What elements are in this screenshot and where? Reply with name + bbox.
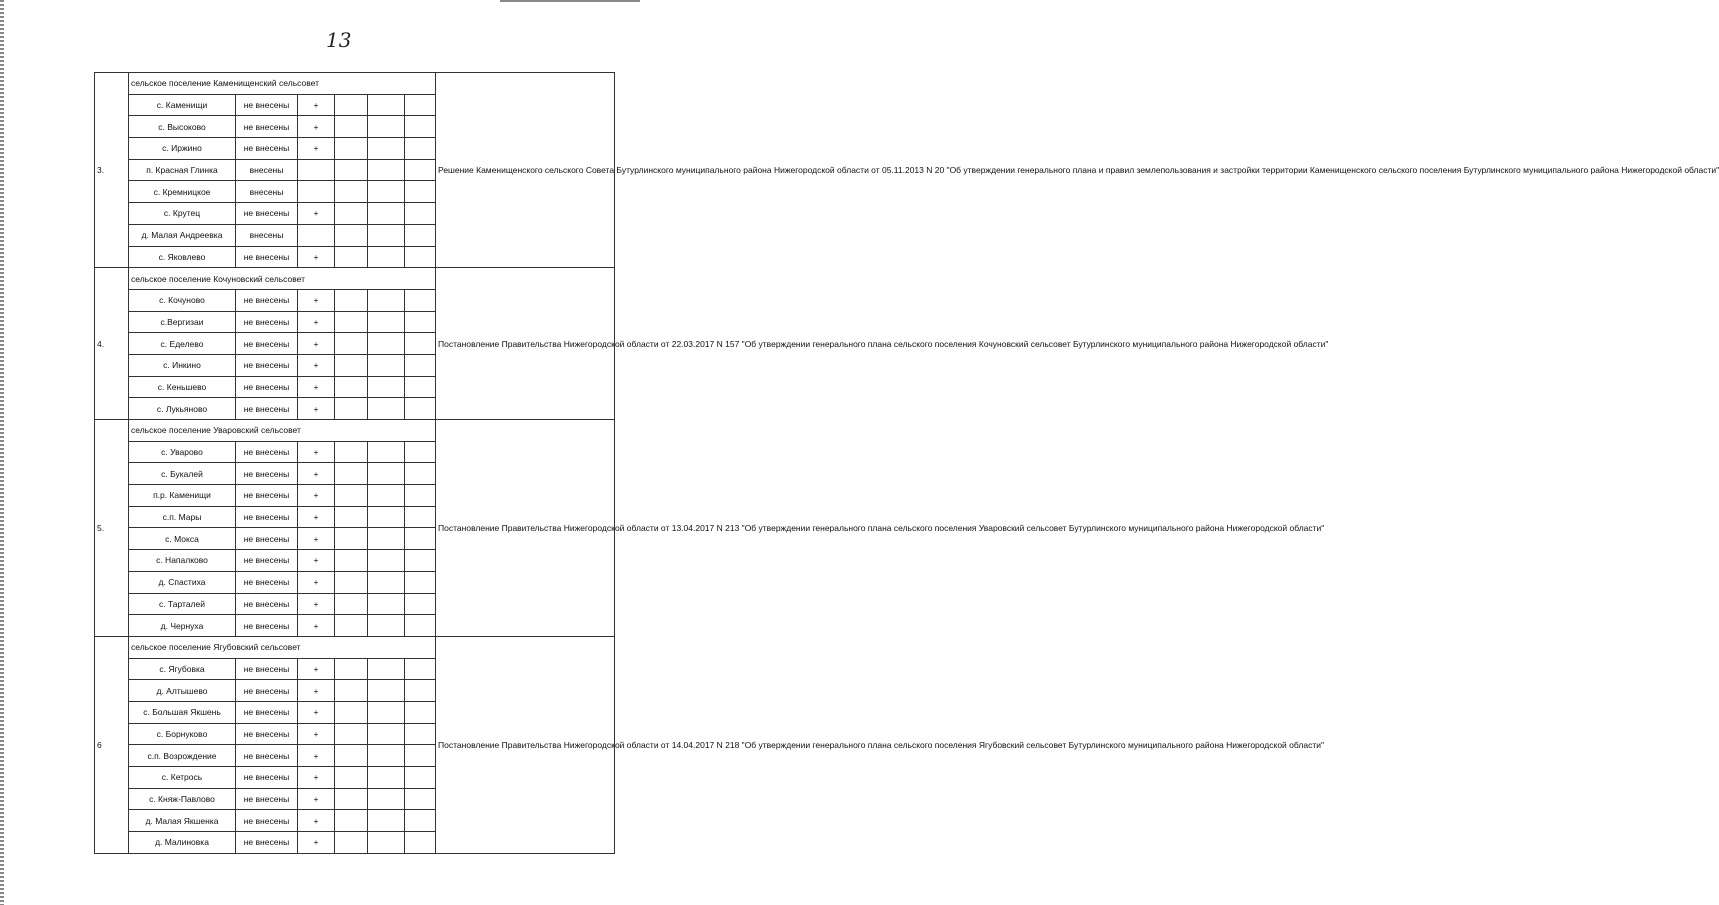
empty-cell (405, 376, 436, 398)
plus-mark: + (298, 810, 335, 832)
empty-cell (368, 246, 405, 268)
plus-mark: + (298, 658, 335, 680)
empty-cell (405, 116, 436, 138)
changes-status: не внесены (236, 463, 298, 485)
changes-status: не внесены (236, 745, 298, 767)
plus-mark: + (298, 593, 335, 615)
empty-cell (368, 354, 405, 376)
empty-cell (368, 311, 405, 333)
empty-cell (368, 788, 405, 810)
empty-cell (405, 246, 436, 268)
empty-cell (335, 289, 368, 311)
empty-cell (335, 528, 368, 550)
settlement-name: с. Княж-Павлово (129, 788, 236, 810)
section-header-row (95, 268, 615, 290)
section-number: 3. (95, 73, 129, 268)
plus-mark: + (298, 485, 335, 507)
plus-mark: + (298, 528, 335, 550)
empty-cell (368, 94, 405, 116)
plus-mark: + (298, 767, 335, 789)
changes-status: не внесены (236, 615, 298, 637)
plus-mark (298, 159, 335, 181)
settlement-name: д. Алтышево (129, 680, 236, 702)
changes-status: не внесены (236, 333, 298, 355)
settlement-name: д. Спастиха (129, 571, 236, 593)
changes-status: не внесены (236, 528, 298, 550)
empty-cell (368, 593, 405, 615)
plus-mark: + (298, 701, 335, 723)
empty-cell (405, 398, 436, 420)
plus-mark: + (298, 788, 335, 810)
empty-cell (335, 593, 368, 615)
plus-mark: + (298, 463, 335, 485)
empty-cell (368, 615, 405, 637)
empty-cell (335, 354, 368, 376)
plus-mark: + (298, 138, 335, 160)
empty-cell (335, 441, 368, 463)
empty-cell (335, 550, 368, 572)
changes-status: не внесены (236, 810, 298, 832)
changes-status: не внесены (236, 289, 298, 311)
section-number: 6 (95, 636, 129, 853)
settlement-name: с. Тарталей (129, 593, 236, 615)
changes-status: не внесены (236, 138, 298, 160)
empty-cell (405, 354, 436, 376)
settlement-name: с. Кеньшево (129, 376, 236, 398)
empty-cell (405, 571, 436, 593)
empty-cell (368, 745, 405, 767)
settlement-name: с. Большая Якшень (129, 701, 236, 723)
empty-cell (368, 398, 405, 420)
empty-cell (405, 767, 436, 789)
empty-cell (405, 463, 436, 485)
empty-cell (335, 485, 368, 507)
page-number: 13 (326, 28, 352, 52)
settlement-name: п. Красная Глинка (129, 159, 236, 181)
empty-cell (368, 333, 405, 355)
section-header-row (95, 420, 615, 442)
empty-cell (405, 593, 436, 615)
settlement-name: с. Букалей (129, 463, 236, 485)
section-number: 4. (95, 268, 129, 420)
settlement-name: с. Лукьяново (129, 398, 236, 420)
empty-cell (405, 615, 436, 637)
settlement-name: с.Вергизаи (129, 311, 236, 333)
empty-cell (368, 463, 405, 485)
changes-status: не внесены (236, 311, 298, 333)
changes-status: не внесены (236, 788, 298, 810)
empty-cell (368, 723, 405, 745)
settlement-name: с. Высоково (129, 116, 236, 138)
plus-mark: + (298, 246, 335, 268)
empty-cell (335, 680, 368, 702)
empty-cell (405, 441, 436, 463)
plus-mark: + (298, 506, 335, 528)
empty-cell (335, 116, 368, 138)
plus-mark: + (298, 116, 335, 138)
plus-mark: + (298, 203, 335, 225)
settlement-name: с. Еделево (129, 333, 236, 355)
plus-mark: + (298, 723, 335, 745)
settlement-name: с. Кочуново (129, 289, 236, 311)
empty-cell (405, 723, 436, 745)
empty-cell (405, 289, 436, 311)
scan-edge-left (0, 0, 4, 905)
settlement-name: д. Чернуха (129, 615, 236, 637)
empty-cell (405, 203, 436, 225)
empty-cell (405, 680, 436, 702)
empty-cell (405, 810, 436, 832)
plus-mark: + (298, 333, 335, 355)
changes-status: не внесены (236, 441, 298, 463)
empty-cell (368, 571, 405, 593)
changes-status: внесены (236, 159, 298, 181)
empty-cell (405, 745, 436, 767)
settlement-name: с. Крутец (129, 203, 236, 225)
settlement-name: с. Уварово (129, 441, 236, 463)
changes-status: не внесены (236, 398, 298, 420)
empty-cell (335, 463, 368, 485)
empty-cell (405, 550, 436, 572)
changes-status: не внесены (236, 376, 298, 398)
empty-cell (405, 181, 436, 203)
changes-status: не внесены (236, 701, 298, 723)
plus-mark: + (298, 289, 335, 311)
plus-mark: + (298, 832, 335, 854)
scan-edge-top (500, 0, 640, 2)
settlement-name: с. Борнуково (129, 723, 236, 745)
empty-cell (368, 116, 405, 138)
empty-cell (335, 810, 368, 832)
empty-cell (405, 658, 436, 680)
plus-mark (298, 224, 335, 246)
section-header-row (95, 636, 615, 658)
plus-mark (298, 181, 335, 203)
empty-cell (405, 701, 436, 723)
settlement-name: д. Малая Якшенка (129, 810, 236, 832)
empty-cell (405, 333, 436, 355)
empty-cell (335, 138, 368, 160)
settlement-name: с. Инкино (129, 354, 236, 376)
plus-mark: + (298, 550, 335, 572)
changes-status: не внесены (236, 116, 298, 138)
settlement-name: с.п. Возрождение (129, 745, 236, 767)
changes-status: не внесены (236, 680, 298, 702)
empty-cell (335, 398, 368, 420)
empty-cell (335, 506, 368, 528)
changes-status: не внесены (236, 767, 298, 789)
empty-cell (368, 550, 405, 572)
plus-mark: + (298, 354, 335, 376)
empty-cell (335, 224, 368, 246)
settlement-name: с. Каменищи (129, 94, 236, 116)
empty-cell (368, 203, 405, 225)
empty-cell (405, 788, 436, 810)
plus-mark: + (298, 615, 335, 637)
settlement-name: с. Ягубовка (129, 658, 236, 680)
section-title: сельское поселение Уваровский сельсовет (129, 420, 436, 442)
empty-cell (335, 333, 368, 355)
settlement-name: с.п. Мары (129, 506, 236, 528)
empty-cell (405, 528, 436, 550)
empty-cell (368, 159, 405, 181)
empty-cell (368, 528, 405, 550)
changes-status: не внесены (236, 354, 298, 376)
changes-status: не внесены (236, 593, 298, 615)
settlement-name: д. Малиновка (129, 832, 236, 854)
empty-cell (368, 485, 405, 507)
changes-status: не внесены (236, 485, 298, 507)
section-document: Постановление Правительства Нижегородской области от 14.04.2017 N 218 "Об утверждении генерального плана сельского поселения Ягубовский сельсовет Бутурлинского муниципального района Нижегородской области" (436, 636, 615, 853)
empty-cell (335, 615, 368, 637)
changes-status: не внесены (236, 658, 298, 680)
settlement-name: п.р. Каменищи (129, 485, 236, 507)
changes-status: внесены (236, 224, 298, 246)
empty-cell (368, 810, 405, 832)
empty-cell (335, 767, 368, 789)
empty-cell (335, 311, 368, 333)
empty-cell (405, 832, 436, 854)
changes-status: не внесены (236, 94, 298, 116)
empty-cell (405, 311, 436, 333)
settlement-name: с. Кремницкое (129, 181, 236, 203)
settlement-name: д. Малая Андреевка (129, 224, 236, 246)
section-title: сельское поселение Ягубовский сельсовет (129, 636, 436, 658)
empty-cell (368, 658, 405, 680)
empty-cell (335, 376, 368, 398)
empty-cell (405, 94, 436, 116)
empty-cell (335, 159, 368, 181)
section-title: сельское поселение Кочуновский сельсовет (129, 268, 436, 290)
changes-status: не внесены (236, 203, 298, 225)
empty-cell (368, 767, 405, 789)
empty-cell (368, 441, 405, 463)
empty-cell (368, 224, 405, 246)
plus-mark: + (298, 441, 335, 463)
empty-cell (335, 745, 368, 767)
empty-cell (368, 832, 405, 854)
empty-cell (368, 506, 405, 528)
section-header-row (95, 73, 615, 95)
plus-mark: + (298, 311, 335, 333)
settlement-name: с. Кетрось (129, 767, 236, 789)
empty-cell (335, 788, 368, 810)
empty-cell (405, 224, 436, 246)
section-title: сельское поселение Каменищенский сельсовет (129, 73, 436, 95)
changes-status: не внесены (236, 246, 298, 268)
plus-mark: + (298, 94, 335, 116)
empty-cell (335, 181, 368, 203)
settlement-name: с. Иржино (129, 138, 236, 160)
empty-cell (405, 506, 436, 528)
changes-status: не внесены (236, 506, 298, 528)
empty-cell (368, 138, 405, 160)
empty-cell (368, 376, 405, 398)
empty-cell (368, 680, 405, 702)
empty-cell (405, 485, 436, 507)
settlement-name: с. Мокса (129, 528, 236, 550)
settlement-name: с. Яковлево (129, 246, 236, 268)
changes-status: внесены (236, 181, 298, 203)
empty-cell (335, 94, 368, 116)
section-document: Постановление Правительства Нижегородской области от 13.04.2017 N 213 "Об утверждении генерального плана сельского поселения Уваровский сельсовет Бутурлинского муниципального района Нижегородской области" (436, 420, 615, 637)
plus-mark: + (298, 398, 335, 420)
empty-cell (335, 832, 368, 854)
empty-cell (368, 181, 405, 203)
settlement-name: с. Напалково (129, 550, 236, 572)
changes-status: не внесены (236, 550, 298, 572)
empty-cell (368, 289, 405, 311)
empty-cell (335, 658, 368, 680)
plus-mark: + (298, 571, 335, 593)
empty-cell (335, 701, 368, 723)
plus-mark: + (298, 376, 335, 398)
empty-cell (335, 571, 368, 593)
empty-cell (335, 246, 368, 268)
plus-mark: + (298, 680, 335, 702)
settlements-table (94, 72, 1719, 854)
empty-cell (368, 701, 405, 723)
empty-cell (335, 203, 368, 225)
section-number: 5. (95, 420, 129, 637)
empty-cell (335, 723, 368, 745)
section-document: Решение Каменищенского сельского Совета Бутурлинского муниципального района Нижегородской области от 05.11.2013 N 20 "Об утверждении генерального плана и правил землепользования и застройки территории Каменищенского сельского поселения Бутурлинского муниципального района Нижегородской области" (436, 73, 615, 268)
plus-mark: + (298, 745, 335, 767)
changes-status: не внесены (236, 571, 298, 593)
changes-status: не внесены (236, 723, 298, 745)
empty-cell (405, 159, 436, 181)
changes-status: не внесены (236, 832, 298, 854)
section-document: Постановление Правительства Нижегородской области от 22.03.2017 N 157 "Об утверждении генерального плана сельского поселения Кочуновский сельсовет Бутурлинского муниципального района Нижегородской области" (436, 268, 615, 420)
empty-cell (405, 138, 436, 160)
